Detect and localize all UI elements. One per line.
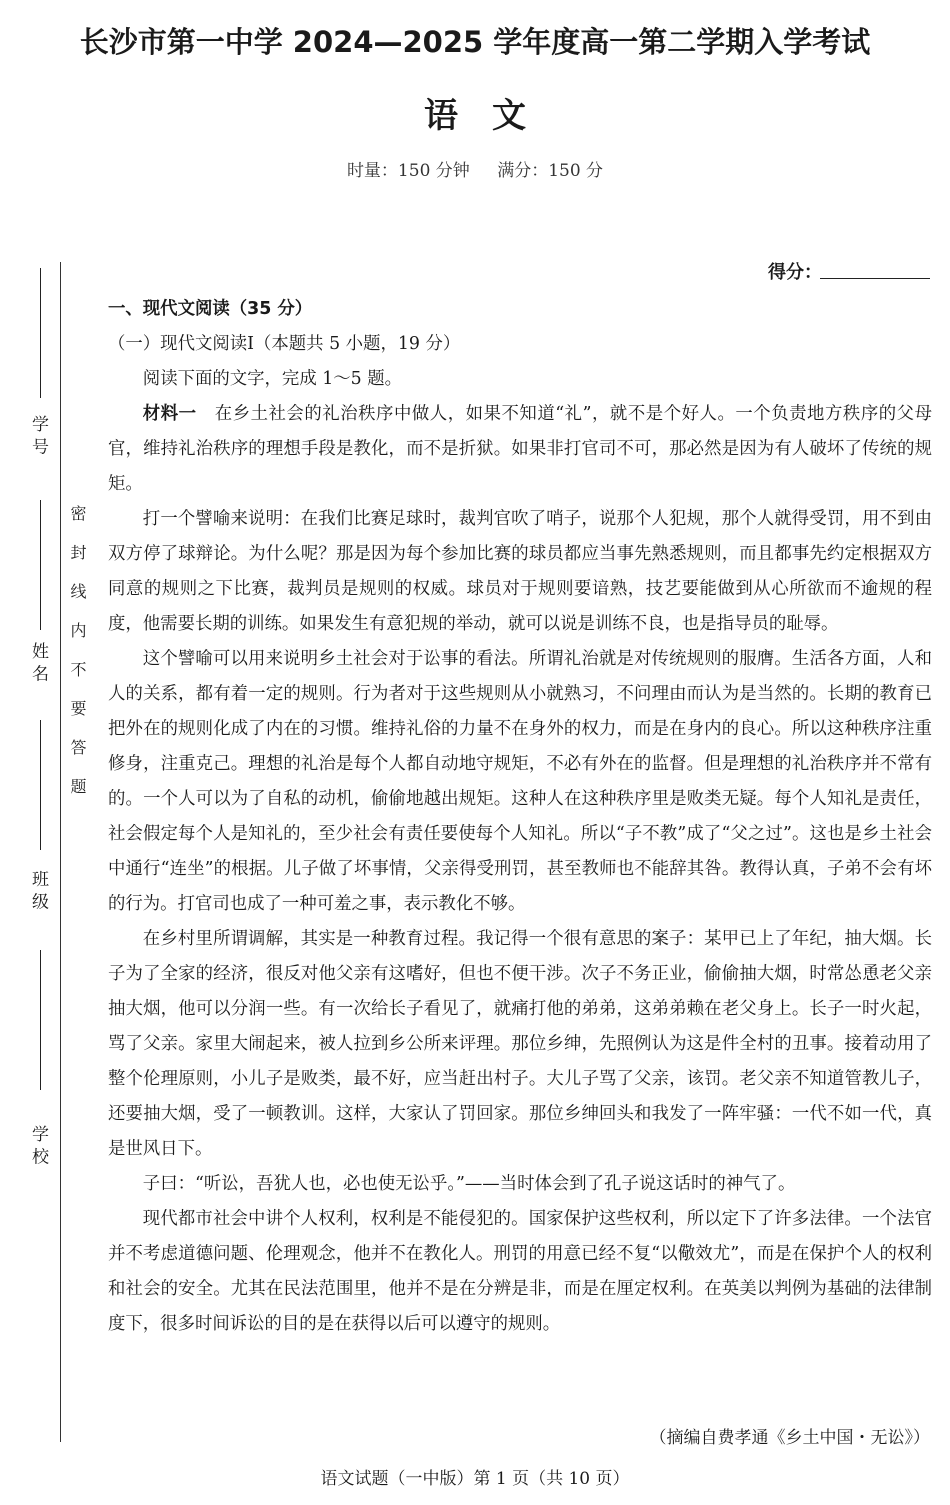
school-label: 学 校 — [28, 1125, 48, 1165]
sub-heading: （一）现代文阅读Ⅰ（本题共 5 小题，19 分） — [108, 334, 461, 354]
score-blank[interactable] — [820, 278, 930, 279]
seal-line — [60, 262, 61, 1442]
material-label: 材料一 — [142, 404, 197, 424]
student-id-label: 学 号 — [28, 415, 48, 455]
section-heading: 一、现代文阅读（35 分） — [108, 299, 313, 319]
page-footer: 语文试题（一中版）第 1 页（共 10 页） — [320, 1469, 630, 1489]
class-blank[interactable] — [40, 720, 41, 850]
material-text: 在乡土社会的礼治秩序中做人，如果不知道“礼”，就不是个好人。一个负责地方秩序的父母官，维持礼治秩序的理想手段是教化，而不是折狱。如果非打官司不可，那必然是因为有人破坏了传统的规矩。 — [108, 404, 932, 494]
seal-notice: 密封线内不要答题 — [68, 505, 87, 817]
time-limit: 时量：150 分钟 — [346, 161, 470, 181]
reading-section — [108, 292, 932, 1342]
exam-meta — [0, 156, 950, 181]
school-blank[interactable] — [40, 950, 41, 1090]
student-id-blank[interactable] — [40, 268, 41, 398]
subject-title: 语文 — [424, 96, 560, 136]
material-paragraph: 在乡村里所谓调解，其实是一种教育过程。我记得一个很有意思的案子：某甲已上了年纪，抽大烟。长子为了全家的经济，很反对他父亲有这嗜好，但也不便干涉。次子不务正业，偷偷抽大烟，时常怂恿老父亲抽大烟，他可以分润一些。有一次给长子看见了，就痛打他的弟弟，这弟弟赖在老父身上。长子一时火起，骂了父亲。家里大闹起来，被人拉到乡公所来评理。那位乡绅，先照例认为这是件全村的丑事。接着动用了整个伦理原则，小儿子是败类，最不好，应当赶出村子。大儿子骂了父亲，该罚。老父亲不知道管教儿子，还要抽大烟，受了一顿教训。这样，大家认了罚回家。那位乡绅回头和我发了一阵牢骚：一代不如一代，真是世风日下。 — [108, 929, 932, 1159]
name-blank[interactable] — [40, 500, 41, 630]
instruction: 阅读下面的文字，完成 1～5 题。 — [142, 369, 403, 389]
material-paragraph: 这个譬喻可以用来说明乡土社会对于讼事的看法。所谓礼治就是对传统规则的服膺。生活各方面，人和人的关系，都有着一定的规则。行为者对于这些规则从小就熟习，不问理由而认为是当然的。长期的教育已把外在的规则化成了内在的习惯。维持礼俗的力量不在身外的权力，而是在身内的良心。所以这种秩序注重修身，注重克己。理想的礼治是每个人都自动地守规矩，不必有外在的监督。但是理想的礼治秩序并不常有的。一个人可以为了自私的动机，偷偷地越出规矩。这种人在这种秩序里是败类无疑。每个人知礼是责任，社会假定每个人是知礼的，至少社会有责任要使每个人知礼。所以“子不教”成了“父之过”。这也是乡土社会中通行“连坐”的根据。儿子做了坏事情，父亲得受刑罚，甚至教师也不能辞其咎。教得认真，子弟不会有坏的行为。打官司也成了一种可羞之事，表示教化不够。 — [108, 649, 932, 914]
name-label: 姓 名 — [28, 642, 48, 682]
material-paragraph: 现代都市社会中讲个人权利，权利是不能侵犯的。国家保护这些权利，所以定下了许多法律。一个法官并不考虑道德问题、伦理观念，他并不在教化人。刑罚的用意已经不复“以儆效尤”，而是在保护个人的权利和社会的安全。尤其在民法范围里，他并不是在分辨是非，而是在厘定权利。在英美以判例为基础的法律制度下，很多时间诉讼的目的是在获得以后可以遵守的规则。 — [108, 1209, 932, 1334]
material-paragraph: 子曰：“听讼，吾犹人也，必也使无讼乎。”——当时体会到了孔子说这话时的神气了。 — [142, 1174, 796, 1194]
score-label: 得分： — [768, 262, 822, 283]
class-label: 班 级 — [28, 870, 48, 910]
material-paragraph: 打一个譬喻来说明：在我们比赛足球时，裁判官吹了哨子，说那个人犯规，那个人就得受罚，用不到由双方停了球辩论。为什么呢？那是因为每个参加比赛的球员都应当事先熟悉规则，而且都事先约定根据双方同意的规则之下比赛，裁判员是规则的权威。球员对于规则要谙熟，技艺要能做到从心所欲而不逾规的程度，他需要长期的训练。如果发生有意犯规的举动，就可以说是训练不良，也是指导员的耻辱。 — [108, 509, 932, 634]
exam-title: 长沙市第一中学 2024—2025 学年度高一第二学期入学考试 — [79, 25, 871, 59]
material-source: （摘编自费孝通《乡土中国・无讼》） — [649, 1428, 930, 1448]
full-score: 满分：150 分 — [497, 161, 604, 181]
material-paragraph — [108, 397, 932, 502]
